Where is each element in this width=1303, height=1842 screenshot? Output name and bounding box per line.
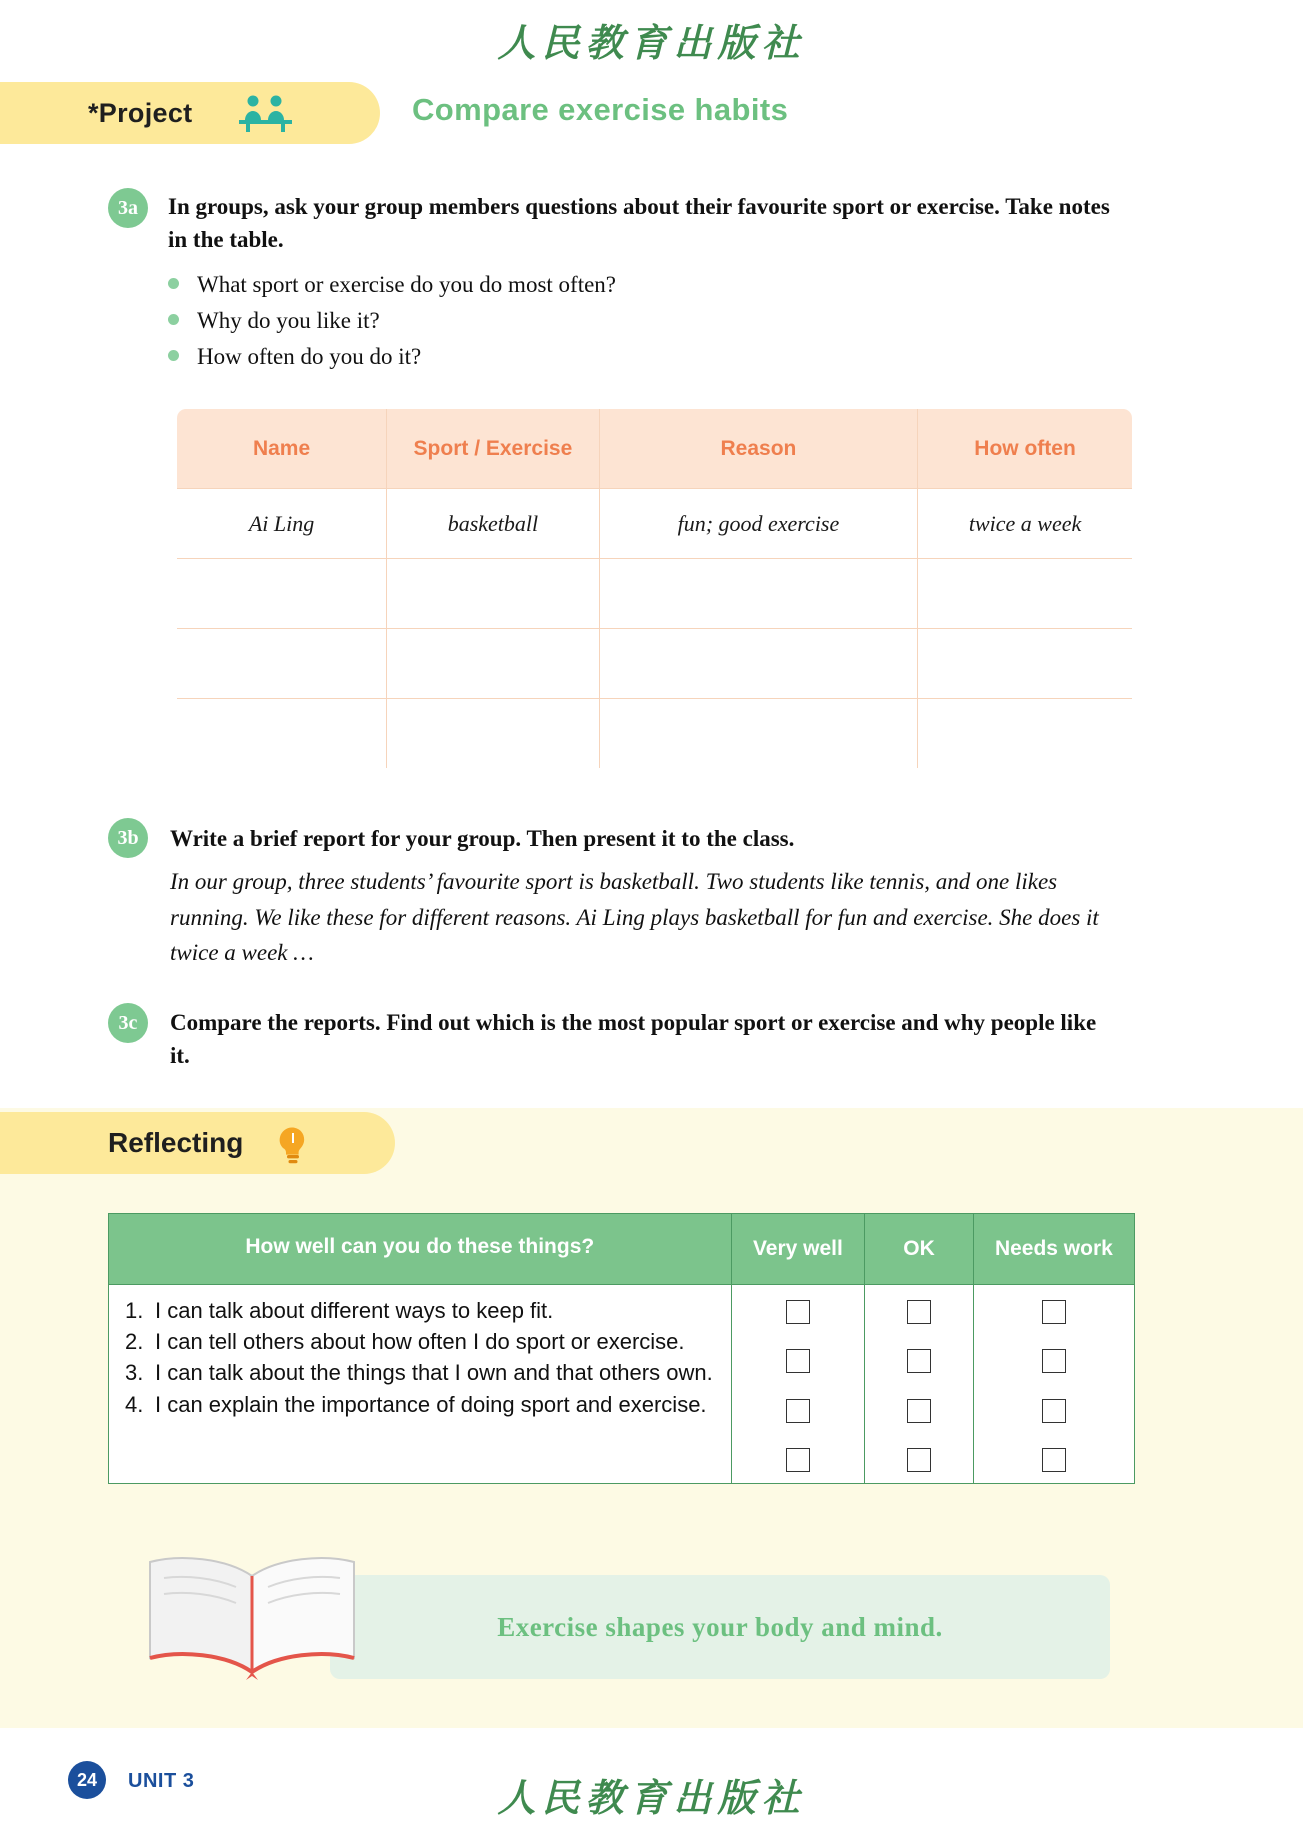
checkbox-needs-work-4[interactable] [1042, 1448, 1066, 1472]
cell-how-often[interactable]: twice a week [918, 489, 1133, 559]
activity-instruction-3c: Compare the reports. Find out which is the most popular sport or exercise and why people like it. [170, 1010, 1097, 1069]
cell-reason[interactable] [599, 629, 917, 699]
checkbox-ok-4[interactable] [907, 1448, 931, 1472]
publisher-watermark-bottom: 人民教育出版社 [497, 1778, 806, 1820]
bullet-dot-icon [168, 314, 179, 325]
list-item [125, 1326, 715, 1357]
checkbox-very-well-1[interactable] [786, 1300, 810, 1324]
list-item [125, 1389, 715, 1420]
table-header-row [109, 1214, 1135, 1285]
list-item [125, 1295, 715, 1326]
footer-unit-label: UNIT 3 [128, 1770, 195, 1792]
table-row [177, 699, 1133, 769]
cell-sport[interactable] [387, 629, 600, 699]
lightbulb-head-icon [273, 1120, 317, 1166]
checkbox-needs-work-1[interactable] [1042, 1300, 1066, 1324]
table-row [177, 559, 1133, 629]
checkbox-ok-3[interactable] [907, 1399, 931, 1423]
checkbox-very-well-3[interactable] [786, 1399, 810, 1423]
checkbox-ok-2[interactable] [907, 1349, 931, 1373]
checkbox-needs-work-2[interactable] [1042, 1349, 1066, 1373]
checkbox-very-well-4[interactable] [786, 1448, 810, 1472]
activity-number-3c: 3c [108, 1003, 148, 1043]
cell-name[interactable] [177, 559, 387, 629]
statement-text: I can talk about the things that I own and that others own. [155, 1360, 713, 1386]
column-header-needs-work: Needs work [973, 1214, 1134, 1285]
bullet-dot-icon [168, 350, 179, 361]
quote-text: Exercise shapes your body and mind. [497, 1611, 943, 1642]
statement-cell [109, 1285, 732, 1484]
statement-number: 3. [125, 1360, 144, 1386]
ok-column [865, 1285, 973, 1484]
cell-name[interactable] [177, 699, 387, 769]
cell-how-often[interactable] [918, 699, 1133, 769]
activity-number-3a: 3a [108, 188, 148, 228]
cell-sport[interactable] [387, 559, 600, 629]
reflecting-label: Reflecting [108, 1127, 244, 1158]
reflecting-banner [0, 1112, 395, 1174]
list-item [168, 272, 968, 298]
column-header-how-often: How often [918, 409, 1133, 489]
statement-number: 2. [125, 1329, 144, 1355]
question-text: Why do you like it? [197, 308, 380, 333]
checkbox-needs-work-3[interactable] [1042, 1399, 1066, 1423]
checkbox-very-well-2[interactable] [786, 1349, 810, 1373]
bullet-dot-icon [168, 278, 179, 289]
cell-how-often[interactable] [918, 629, 1133, 699]
table-row [109, 1285, 1135, 1484]
column-header-sport: Sport / Exercise [387, 409, 600, 489]
question-list [168, 272, 968, 380]
needs-work-column [973, 1285, 1134, 1484]
activity-instruction-3b: Write a brief report for your group. Then present it to the class. [170, 826, 795, 851]
quote-box [330, 1575, 1110, 1679]
cell-name[interactable] [177, 629, 387, 699]
column-header-question: How well can you do these things? [109, 1214, 732, 1285]
table-header-row [177, 409, 1133, 489]
table-row [177, 629, 1133, 699]
statement-text: I can talk about different ways to keep fit. [155, 1298, 554, 1323]
question-text: What sport or exercise do you do most often? [197, 272, 616, 297]
notes-table [176, 408, 1133, 769]
checkbox-ok-1[interactable] [907, 1300, 931, 1324]
very-well-column [731, 1285, 865, 1484]
statement-number: 4. [125, 1391, 144, 1417]
activity-number-3b: 3b [108, 818, 148, 858]
project-banner [0, 82, 380, 144]
cell-reason[interactable] [599, 699, 917, 769]
cell-how-often[interactable] [918, 559, 1133, 629]
list-item [168, 344, 968, 370]
list-item [125, 1357, 715, 1388]
group-presentation-icon [236, 93, 298, 133]
statement-list [125, 1295, 715, 1420]
cell-sport[interactable]: basketball [387, 489, 600, 559]
project-label: *Project [88, 97, 193, 128]
publisher-watermark-top: 人民教育出版社 [497, 23, 806, 65]
reflecting-table [108, 1213, 1135, 1484]
column-header-very-well: Very well [731, 1214, 865, 1285]
column-header-name: Name [177, 409, 387, 489]
question-text: How often do you do it? [197, 344, 422, 369]
statement-number: 1. [125, 1298, 144, 1323]
cell-name[interactable]: Ai Ling [177, 489, 387, 559]
activity-instruction-3a: In groups, ask your group members questions about their favourite sport or exercise. Take notes in the table. [168, 194, 1110, 253]
column-header-reason: Reason [599, 409, 917, 489]
table-row [177, 489, 1133, 559]
project-title: Compare exercise habits [412, 92, 789, 127]
page-number-badge: 24 [68, 1761, 106, 1799]
cell-reason[interactable] [599, 559, 917, 629]
report-sample-text: In our group, three students’ favourite sport is basketball. Two students like tennis, and one likes running. We like these for different reasons. Ai Ling plays basketball for fun and exercise. She does it twice a week … [170, 869, 1099, 966]
statement-text: I can explain the importance of doing sport and exercise. [155, 1391, 707, 1417]
cell-reason[interactable]: fun; good exercise [599, 489, 917, 559]
column-header-ok: OK [865, 1214, 973, 1285]
statement-text: I can tell others about how often I do sport or exercise. [155, 1329, 685, 1355]
open-book-icon [128, 1552, 376, 1685]
list-item [168, 308, 968, 334]
cell-sport[interactable] [387, 699, 600, 769]
